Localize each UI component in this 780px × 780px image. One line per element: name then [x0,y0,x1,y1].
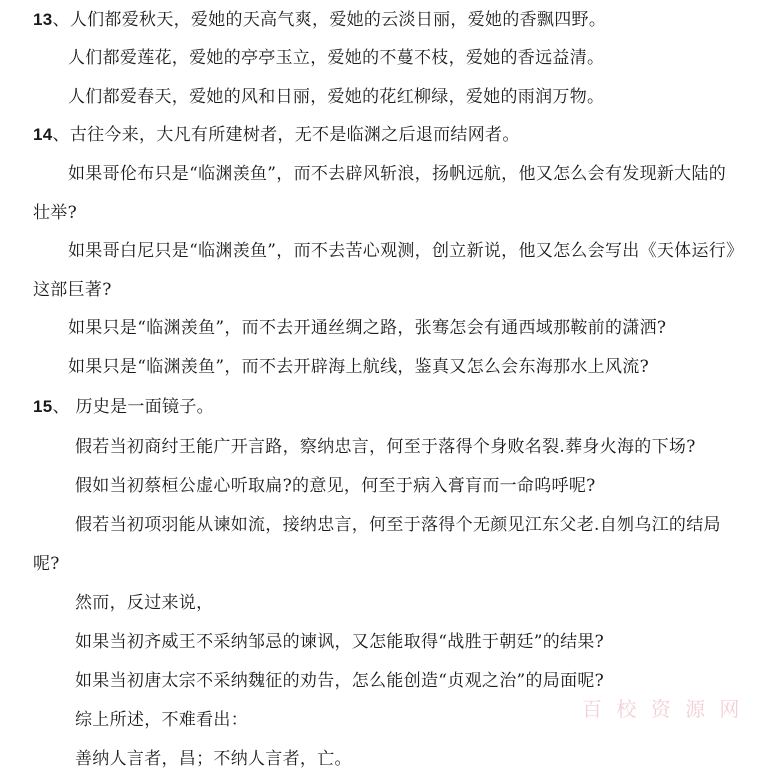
paragraph-line: 如果哥白尼只是“临渊羡鱼”，而不去苦心观测，创立新说，他又怎么会写出《天体运行》 [68,241,744,261]
item-number: 14 [33,125,53,144]
paragraph-line: 善纳人言者，昌；不纳人言者，亡。 [75,749,352,769]
paragraph-line: 人们都爱春天，爱她的风和日丽，爱她的花红柳绿，爱她的雨润万物。 [68,87,605,107]
watermark: 百 校 资 源 网 [582,697,744,721]
paragraph-line: 这部巨著? [33,280,112,300]
paragraph-line: 如果只是“临渊羡鱼”，而不去开通丝绸之路，张骞怎会有通西域那鞍前的潇洒? [68,318,667,338]
paragraph-line: 假若当初项羽能从谏如流，接纳忠言，何至于落得个无颜见江东父老.自刎乌江的结局 [75,515,721,535]
item-heading-text: 、 历史是一面镜子。 [52,397,214,417]
paragraph-line: 综上所述，不难看出： [75,710,248,730]
paragraph-line: 然而，反过来说， [75,593,214,613]
item-heading-text: 、人们都爱秋天，爱她的天高气爽，爱她的云淡日丽，爱她的香飘四野。 [52,10,607,30]
paragraph-line: 如果当初齐威王不采纳邹忌的谏讽，又怎能取得“战胜于朝廷”的结果? [75,632,605,652]
paragraph-line: 如果只是“临渊羡鱼”，而不去开辟海上航线，鉴真又怎么会东海那水上风流? [68,357,649,377]
paragraph-line: 人们都爱莲花，爱她的亭亭玉立，爱她的不蔓不枝，爱她的香远益清。 [68,48,605,68]
item-14-heading [33,125,520,145]
item-heading-text: 、古往今来，大凡有所建树者，无不是临渊之后退而结网者。 [52,125,520,145]
item-number: 15 [33,397,53,416]
paragraph-line: 假若当初商纣王能广开言路，察纳忠言，何至于落得个身败名裂.葬身火海的下场? [75,437,696,457]
paragraph-line: 如果哥伦布只是“临渊羡鱼”，而不去辟风斩浪，扬帆远航，他又怎么会有发现新大陆的 [68,164,727,184]
paragraph-line: 如果当初唐太宗不采纳魏征的劝告，怎么能创造“贞观之治”的局面呢? [75,671,605,691]
paragraph-line: 假如当初蔡桓公虚心听取扁?的意见，何至于病入膏肓而一命呜呼呢? [75,476,596,496]
item-15-heading [33,397,214,417]
item-13-heading [33,10,606,30]
item-number: 13 [33,10,53,29]
paragraph-line: 壮举? [33,203,78,223]
paragraph-line: 呢? [33,554,60,574]
